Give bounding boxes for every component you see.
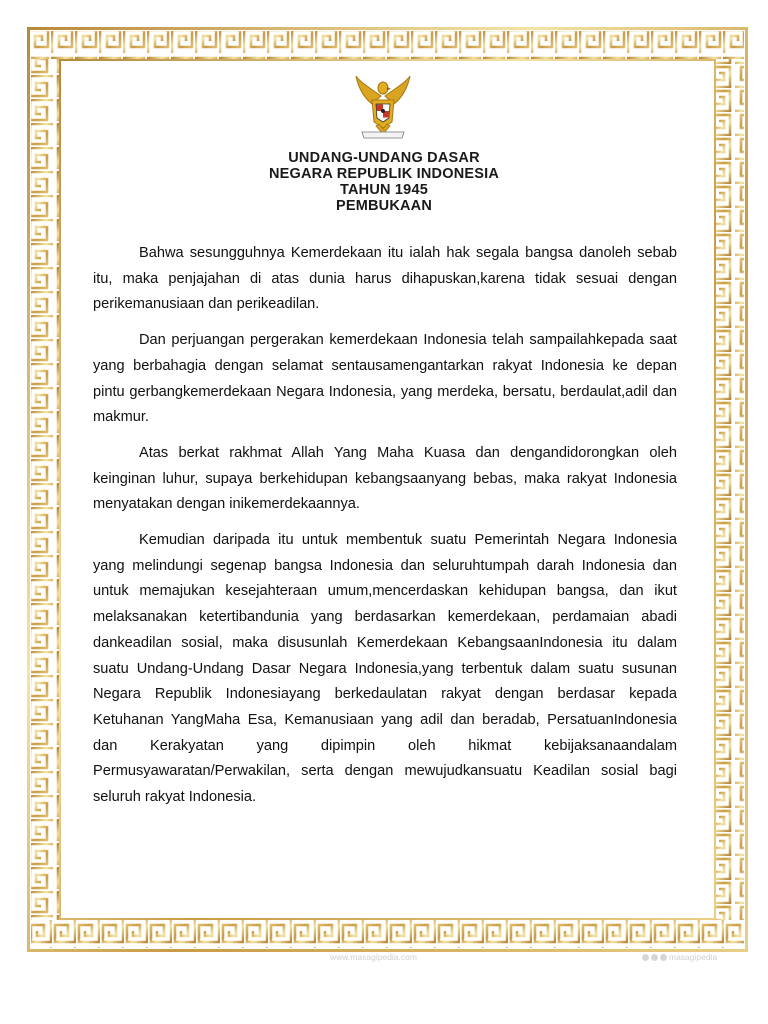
garuda-pancasila-emblem	[352, 74, 414, 142]
title-line-1: UNDANG-UNDANG DASAR	[288, 150, 480, 166]
title-line-4: PEMBUKAAN	[335, 198, 433, 214]
title-line-2: NEGARA REPUBLIK INDONESIA	[268, 166, 500, 182]
instagram-icon	[651, 954, 658, 961]
watermark-url: www.masagipedia.com	[330, 952, 417, 962]
youtube-icon	[660, 954, 667, 961]
paragraph-1: Bahwa sesungguhnya Kemerdekaan itu ialah hak segala bangsa danoleh sebab itu, maka penjajahan di atas dunia harus dihapuskan,karena tidak sesuai dengan perikemanusiaan dan perikeadilan.	[93, 245, 677, 313]
watermark-brand-label: masagipedia	[669, 952, 718, 962]
title-line-3: TAHUN 1945	[340, 182, 428, 198]
preamble-text	[93, 241, 677, 821]
document-title	[0, 150, 768, 214]
paragraph-3: Atas berkat rakhmat Allah Yang Maha Kuasa dan dengandidorongkan oleh keinginan luhur, supaya berkehidupan kebangsaanyang bebas, maka rakyat Indonesia menyatakan dengan inikemerdekaannya.	[93, 444, 677, 513]
facebook-icon	[642, 954, 649, 961]
paragraph-4: Kemudian daripada itu untuk membentuk suatu Pemerintah Negara Indonesia yang melindungi segenap bangsa Indonesia dan seluruhtumpah darah Indonesia dan untuk memajukan kesejahteraan umum,mencerdaskan kehidupan bangsa, dan ikut melaksanakan ketertibandunia yang berdasarkan kemerdekaan, perdamaian abadi dankeadilan sosial, maka disusunlah Kemerdekaan KebangsaanIndonesia itu dalam suatu Undang-Undang Dasar Negara Indonesia,yang terbentuk dalam suatu susunan Negara Republik Indonesiayang berkedaulatan rakyat dengan berdasar kepada Ketuhanan YangMaha Esa, Kemanusiaan yang adil dan beradab, PersatuanIndonesia dan Kerakyatan yang dipimpin oleh hikmat kebijaksanaandalam Permusyawaratan/Perwakilan, serta dengan mewujudkansuatu Keadilan sosial bagi seluruh rakyat Indonesia.	[93, 532, 677, 806]
watermark-brand	[642, 952, 717, 962]
paragraph-2: Dan perjuangan pergerakan kemerdekaan Indonesia telah sampailahkepada saat yang berbahagia dengan selamat sentausamengantarkan rakyat Indonesia ke depan pintu gerbangkemerdekaan Negara Indonesia, yang merdeka, bersatu, berdaulat,adil dan makmur.	[93, 332, 677, 426]
